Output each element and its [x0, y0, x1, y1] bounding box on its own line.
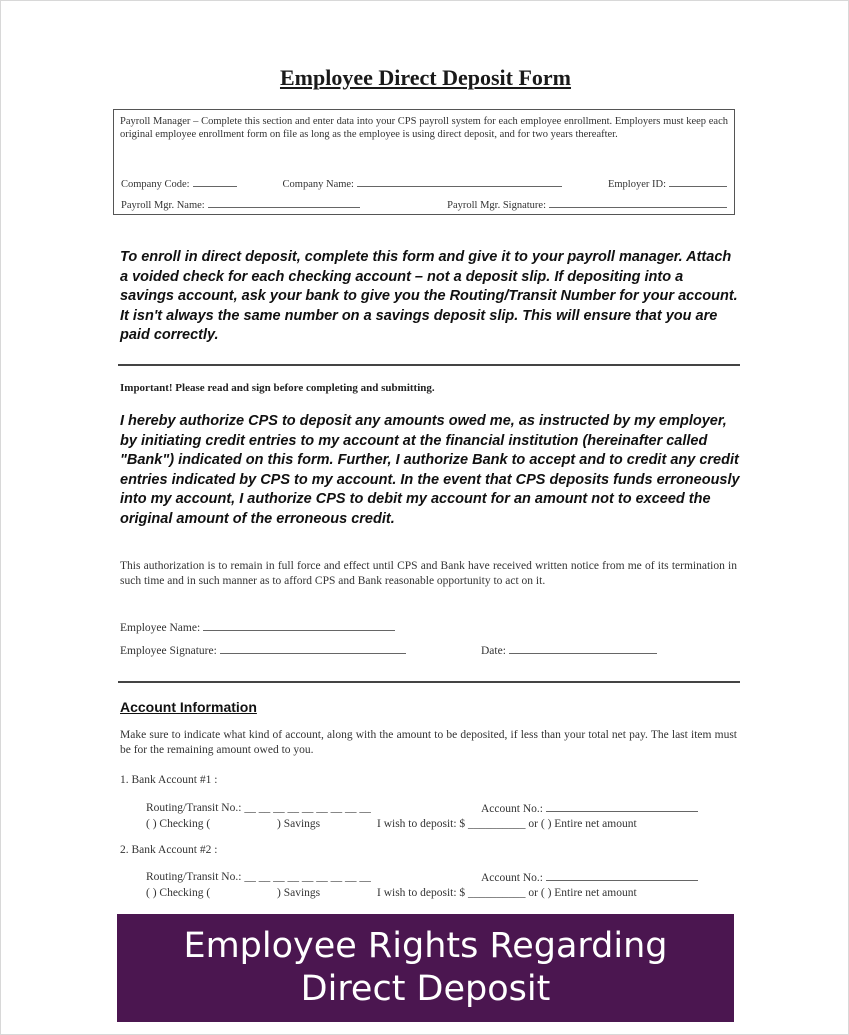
savings-option-2[interactable]: ) Savings [277, 887, 321, 899]
routing-field-2[interactable]: Routing/Transit No.: __ __ __ __ __ __ __ __ __ [146, 871, 371, 883]
payroll-mgr-signature-field[interactable]: Payroll Mgr. Signature: [447, 198, 727, 212]
authorization-text: I hereby authorize CPS to deposit any amounts owed me, as instructed by my employer, by initiating credit entries to my account at the financial institution (hereinafter called "Bank") indicated on this form. Further, I authorize Bank to accept and to credit any credit entries indicated by CPS to my account. In the event that CPS deposits funds erroneously into my account, I authorize CPS to debit my account for an amount not to exceed the original amount of the erroneous credit. [120, 413, 740, 527]
account-information-heading: Account Information [120, 699, 257, 715]
manager-row-2 [121, 198, 727, 212]
deposit-amount-2[interactable]: I wish to deposit: $ __________ or ( ) Entire net amount [377, 887, 637, 899]
employer-id-field[interactable]: Employer ID: [608, 177, 727, 191]
bank-account-1-label: 1. Bank Account #1 : [120, 774, 218, 786]
manager-row-1 [121, 177, 727, 191]
form-title: Employee Direct Deposit Form [279, 65, 572, 90]
bank-account-2-label: 2. Bank Account #2 : [120, 844, 218, 856]
important-notice: Important! Please read and sign before completing and submitting. [120, 382, 435, 394]
employee-name-field[interactable]: Employee Name: [120, 621, 395, 634]
company-name-field[interactable]: Company Name: [283, 177, 562, 191]
title-banner [117, 914, 734, 1022]
deposit-amount-1[interactable]: I wish to deposit: $ __________ or ( ) Entire net amount [377, 818, 637, 830]
checking-option-1[interactable]: ( ) Checking ( [146, 818, 211, 830]
checking-option-2[interactable]: ( ) Checking ( [146, 887, 211, 899]
payroll-mgr-name-field[interactable]: Payroll Mgr. Name: [121, 198, 360, 212]
savings-option-1[interactable]: ) Savings [277, 818, 321, 830]
employee-signature-field[interactable]: Employee Signature: [120, 644, 406, 657]
manager-instructions: Payroll Manager – Complete this section and enter data into your CPS payroll system for each employee enrollment. Employers must keep each original employee enrollment form on file as long as the employee is using direct deposit, and for two years thereafter. [120, 116, 728, 140]
banner-line-2: Direct Deposit [300, 969, 551, 1009]
routing-field-1[interactable]: Routing/Transit No.: __ __ __ __ __ __ __ __ __ [146, 802, 371, 814]
account-no-field-1[interactable]: Account No.: [481, 802, 698, 815]
authorization-continuation: This authorization is to remain in full force and effect until CPS and Bank have received written notice from me of its termination in such time and in such manner as to afford CPS and Bank reasonable opportunity to act on it. [120, 560, 737, 587]
account-intro: Make sure to indicate what kind of account, along with the amount to be deposited, if less than your total net pay. The last item must be for the remaining amount owed to you. [120, 729, 737, 756]
banner-line-1: Employee Rights Regarding [183, 926, 668, 966]
company-code-field[interactable]: Company Code: [121, 177, 237, 191]
account-no-field-2[interactable]: Account No.: [481, 871, 698, 884]
divider-1 [118, 364, 740, 366]
enroll-instructions: To enroll in direct deposit, complete this form and give it to your payroll manager. Attach a voided check for each checking account – not a deposit slip. If depositing into a savings account, ask your bank to give you the Routing/Transit Number for your account. It isn't always the same number on a savings deposit slip. This will ensure that you are paid correctly. [120, 249, 738, 343]
date-field[interactable]: Date: [481, 644, 657, 657]
payroll-manager-box [113, 109, 735, 215]
divider-2 [118, 681, 740, 683]
